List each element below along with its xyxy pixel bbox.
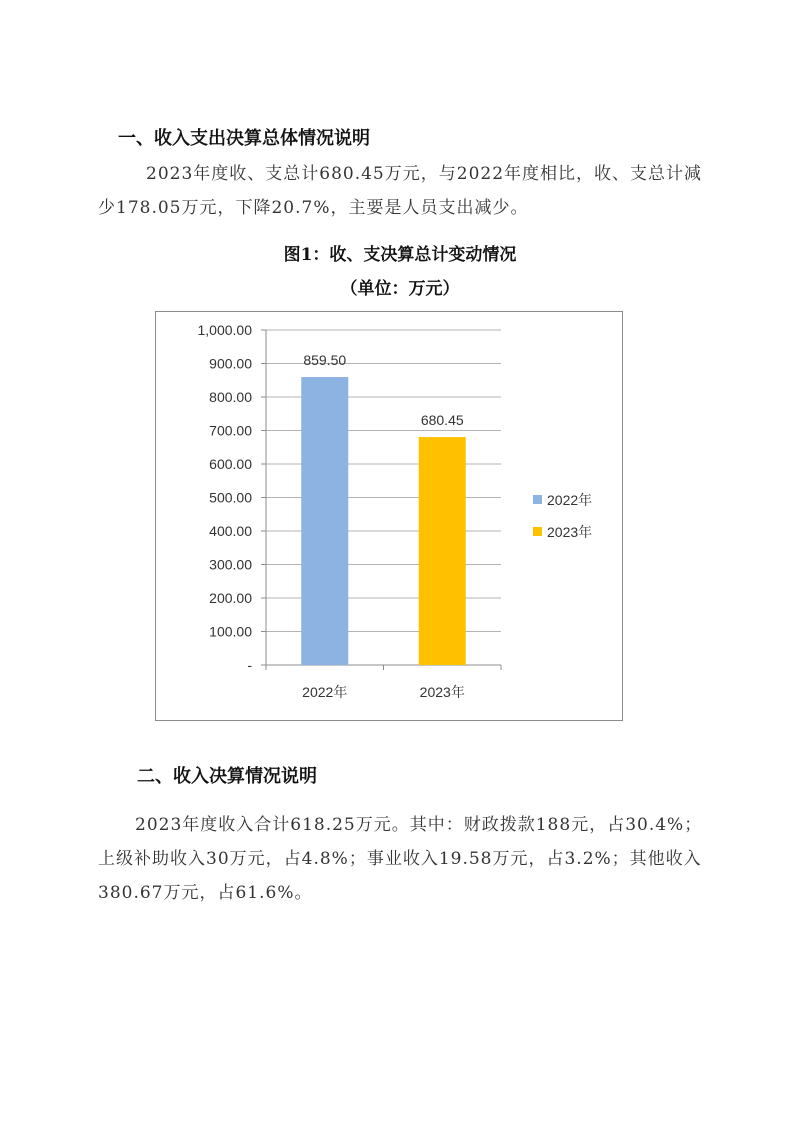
y-tick-label: 600.00 xyxy=(209,456,252,472)
x-tick-label: 2022年 xyxy=(302,684,348,700)
bar-chart-svg xyxy=(156,312,622,720)
legend-swatch xyxy=(533,495,542,504)
section1-heading: 一、收入支出决算总体情况说明 xyxy=(118,128,370,149)
y-tick-label: 700.00 xyxy=(209,422,252,439)
y-tick-label: 1,000.00 xyxy=(197,322,252,338)
x-tick-label: 2023年 xyxy=(419,684,465,700)
y-tick-label: 200.00 xyxy=(209,590,252,606)
y-tick-label: 500.00 xyxy=(209,489,252,506)
y-tick-label: 900.00 xyxy=(209,355,252,372)
bar xyxy=(419,437,466,665)
section2-heading: 二、收入决算情况说明 xyxy=(137,766,317,787)
legend-label: 2023年 xyxy=(547,524,593,540)
y-tick-label: 300.00 xyxy=(209,556,252,573)
bar-chart xyxy=(155,311,623,721)
y-tick-label: 800.00 xyxy=(209,389,252,405)
y-tick-label: 100.00 xyxy=(209,623,252,640)
bar xyxy=(301,377,348,665)
bar-value-label: 859.50 xyxy=(303,352,347,369)
section1-paragraph: 2023年度收、支总计680.45万元，与2022年度相比，收、支总计减少178.05万元，下降20.7%，主要是人员支出减少。 xyxy=(98,164,703,218)
y-tick-label: - xyxy=(247,657,252,673)
figure-caption: 图1：收、支决算总计变动情况 xyxy=(283,245,517,265)
legend-label: 2022年 xyxy=(547,492,593,508)
figure-unit: （单位：万元） xyxy=(340,279,460,299)
bar-value-label: 680.45 xyxy=(420,412,464,429)
y-tick-label: 400.00 xyxy=(209,523,252,539)
legend-swatch xyxy=(533,527,542,536)
section2-paragraph: 2023年度收入合计618.25万元。其中：财政拨款188元，占30.4%；上级补助收入30万元，占4.8%；事业收入19.58万元，占3.2%；其他收入380.67万元，占61.6%。 xyxy=(98,815,703,903)
